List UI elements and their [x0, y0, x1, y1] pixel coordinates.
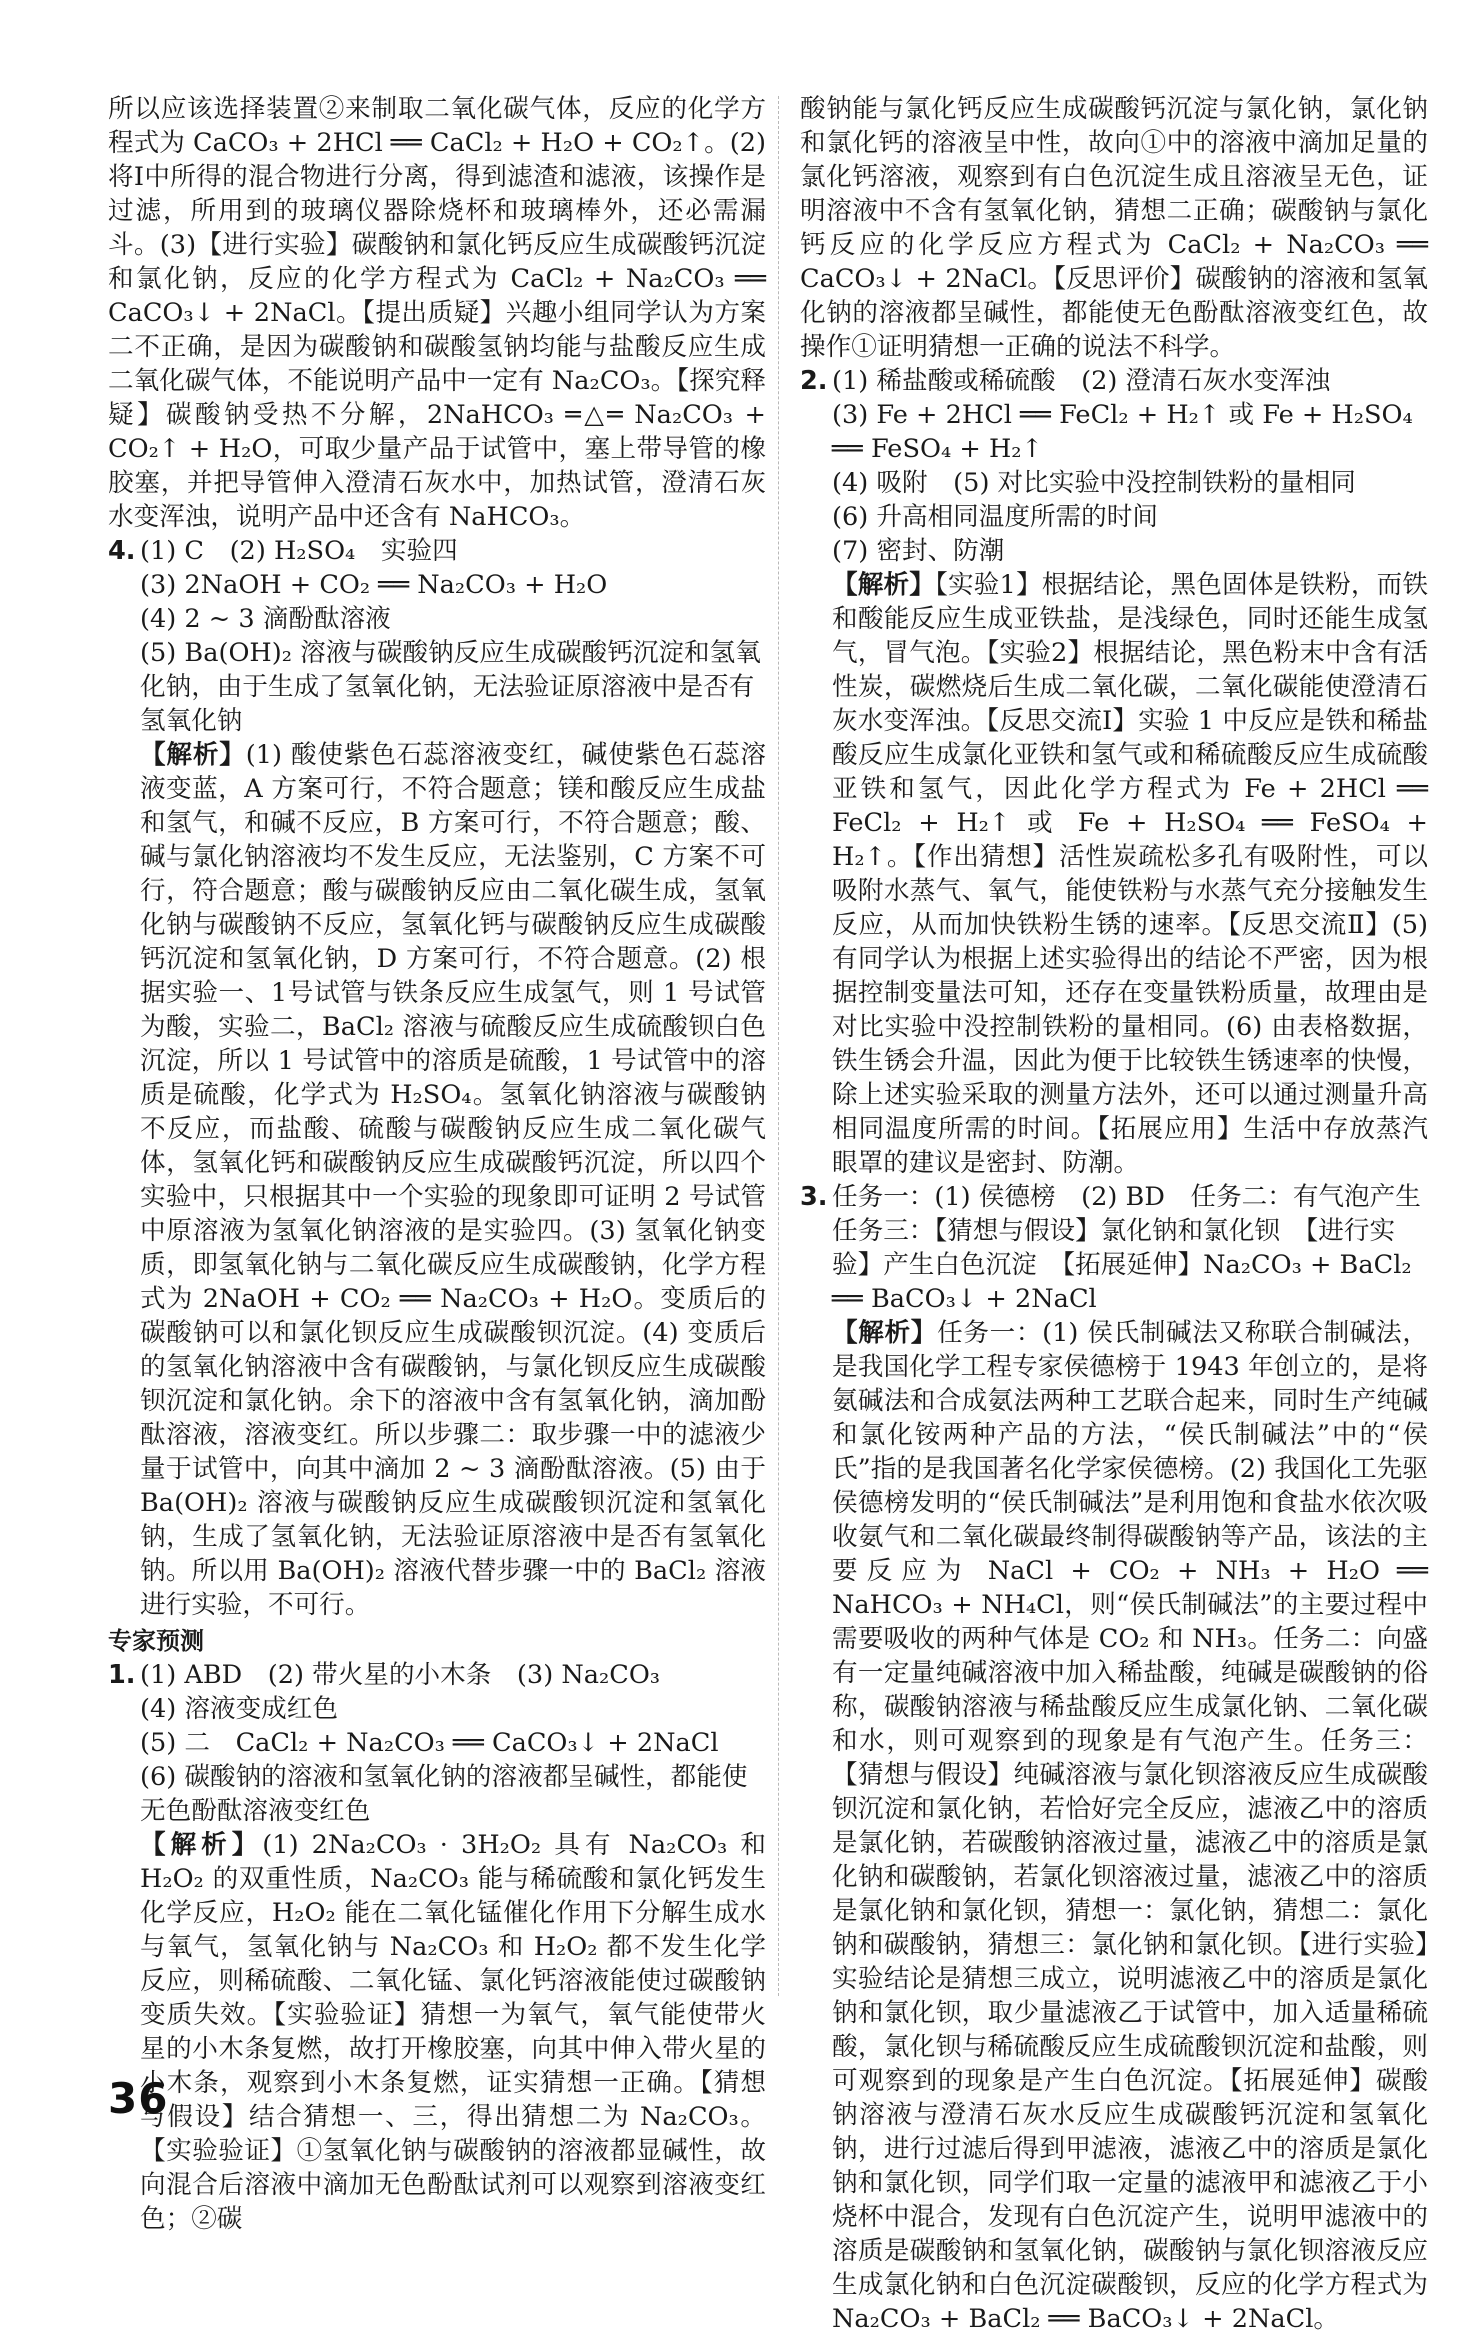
answer-line: (6) 碳酸钠的溶液和氢氧化钠的溶液都呈碱性，都能使无色酚酞溶液变红色 — [140, 1762, 748, 1826]
question-number: 3. — [800, 1182, 828, 1212]
analysis-paragraph — [800, 568, 1428, 1180]
analysis-paragraph — [800, 1316, 1428, 2336]
question-2-answer — [800, 364, 1428, 1180]
left-intro-paragraph: 所以应该选择装置②来制取二氧化碳气体，反应的化学方程式为 CaCO₃ + 2HCl ══ CaCl₂ + H₂O + CO₂↑。(2) 将Ⅰ中所得的混合物进行分离，得到滤渣和滤液，该操作是过滤，所用到的玻璃仪器除烧杯和玻璃棒外，还必需漏斗。(3)【进行实验】碳酸钠和氯化钙反应生成碳酸钙沉淀和氯化钠，反应的化学方程式为 CaCl₂ + Na₂CO₃ ══ CaCO₃↓ + 2NaCl。【提出质疑】兴趣小组同学认为方案二不正确，是因为碳酸钠和碳酸氢钠均能与盐酸反应生成二氧化碳气体，不能说明产品中一定有 Na₂CO₃。【探究释疑】碳酸钠受热不分解，2NaHCO₃ ═△═ Na₂CO₃ + CO₂↑ + H₂O，可取少量产品于试管中，塞上带导管的橡胶塞，并把导管伸入澄清石灰水中，加热试管，澄清石灰水变浑浊，说明产品中还含有 NaHCO₃。 — [108, 94, 766, 532]
answer-line: (7) 密封、防潮 — [832, 536, 1005, 566]
analysis-text: 任务一：(1) 侯氏制碱法又称联合制碱法，是我国化学工程专家侯德榜于 1943 年创立的，是将氨碱法和合成氨法两种工艺联合起来，同时生产纯碱和氯化铵两种产品的方法，“侯氏制碱法”中的“侯氏”指的是我国著名化学家侯德榜。(2) 我国化工先驱侯德榜发明的“侯氏制碱法”是利用饱和食盐水依次吸收氨气和二氧化碳最终制得碳酸钠等产品，该法的主要反应为 NaCl + CO₂ + NH₃ + H₂O ══ NaHCO₃ + NH₄Cl，则“侯氏制碱法”的主要过程中需要吸收的两种气体是 CO₂ 和 NH₃。任务二：向盛有一定量纯碱溶液中加入稀盐酸，纯碱是碳酸钠的俗称，碳酸钠溶液与稀盐酸反应生成氯化钠、二氧化碳和水，则可观察到的现象是有气泡产生。任务三：【猜想与假设】纯碱溶液与氯化钡溶液反应生成碳酸钡沉淀和氯化钠，若恰好完全反应，滤液乙中的溶质是氯化钠，若碳酸钠溶液过量，滤液乙中的溶质是氯化钠和碳酸钠，若氯化钡溶液过量，滤液乙中的溶质是氯化钠和氯化钡，猜想一：氯化钠，猜想二：氯化钠和碳酸钠，猜想三：氯化钠和氯化钡。【进行实验】实验结论是猜想三成立，说明滤液乙中的溶质是氯化钠和氯化钡，取少量滤液乙于试管中，加入适量稀硫酸，氯化钡与稀硫酸反应生成硫酸钡沉淀和盐酸，则可观察到的现象是产生白色沉淀。【拓展延伸】碳酸钠溶液与澄清石灰水反应生成碳酸钙沉淀和氢氧化钠，进行过滤后得到甲滤液，滤液乙中的溶质是氯化钠和氯化钡，同学们取一定量的滤液甲和滤液乙于小烧杯中混合，发现有白色沉淀产生，说明甲滤液中的溶质是碳酸钠和氢氧化钠，碳酸钠与氯化钡溶液反应生成氯化钠和白色沉淀碳酸钡，反应的化学方程式为 Na₂CO₃ + BaCl₂ ══ BaCO₃↓ + 2NaCl。 — [832, 1318, 1428, 2334]
page-number: 36 — [108, 2074, 169, 2123]
analysis-tag: 【解析】 — [140, 740, 246, 770]
column-divider — [778, 96, 779, 1996]
answer-line: (4) 2 ~ 3 滴酚酞溶液 — [140, 604, 391, 634]
analysis-tag: 【解析】 — [832, 570, 936, 600]
answer-line: (4) 溶液变成红色 — [140, 1694, 338, 1724]
section-title: 专家预测 — [108, 1627, 204, 1655]
left-column — [108, 92, 766, 2236]
analysis-tag: 【解析】 — [832, 1318, 938, 1348]
question-3-answer — [800, 1180, 1447, 2336]
answer-line: (4) 吸附 (5) 对比实验中没控制铁粉的量相同 — [832, 468, 1356, 498]
question-4-answer — [108, 534, 766, 1622]
question-number: 1. — [108, 1660, 136, 1690]
right-column — [800, 92, 1447, 2336]
answer-line: (1) 稀盐酸或稀硫酸 (2) 澄清石灰水变浑浊 — [832, 366, 1331, 396]
answer-line: (6) 升高相同温度所需的时间 — [832, 502, 1158, 532]
answer-line: (1) C (2) H₂SO₄ 实验四 — [140, 536, 458, 566]
question-number: 4. — [108, 536, 136, 566]
analysis-paragraph — [108, 738, 766, 1622]
analysis-text: (1) 2Na₂CO₃ · 3H₂O₂ 具有 Na₂CO₃ 和 H₂O₂ 的双重性质，Na₂CO₃ 能与稀硫酸和氯化钙发生化学反应，H₂O₂ 能在二氧化锰催化作用下分解生成水与氧气，氢氧化钠与 Na₂CO₃ 和 H₂O₂ 都不发生化学反应，则稀硫酸、二氧化锰、氯化钙溶液能使过碳酸钠变质失效。【实验验证】猜想一为氧气，氧气能使带火星的小木条复燃，故打开橡胶塞，向其中伸入带火星的小木条，观察到小木条复燃，证实猜想一正确。【猜想与假设】结合猜想一、三，得出猜想二为 Na₂CO₃。【实验验证】①氢氧化钠与碳酸钠的溶液都显碱性，故向混合后溶液中滴加无色酚酞试剂可以观察到溶液变红色；②碳 — [140, 1830, 766, 2234]
prediction-1-answer — [108, 1658, 766, 2236]
analysis-paragraph — [108, 1828, 766, 2236]
answer-line: (5) 二 CaCl₂ + Na₂CO₃ ══ CaCO₃↓ + 2NaCl — [140, 1728, 719, 1758]
answer-line: (3) Fe + 2HCl ══ FeCl₂ + H₂↑ 或 Fe + H₂SO₄ ══ FeSO₄ + H₂↑ — [832, 400, 1413, 464]
answer-line: (1) ABD (2) 带火星的小木条 (3) Na₂CO₃ — [140, 1660, 661, 1690]
answer-line: (5) Ba(OH)₂ 溶液与碳酸钠反应生成碳酸钙沉淀和氢氧化钠，由于生成了氢氧化钠，无法验证原溶液中是否有氢氧化钠 — [140, 638, 761, 736]
question-number: 2. — [800, 366, 828, 396]
analysis-tag: 【解析】 — [140, 1830, 263, 1860]
analysis-text: (1) 酸使紫色石蕊溶液变红，碱使紫色石蕊溶液变蓝，A 方案可行，不符合题意；镁和酸反应生成盐和氢气，和碱不反应，B 方案可行，不符合题意；酸、碱与氯化钠溶液均不发生反应，无法鉴别，C 方案不可行，符合题意；酸与碳酸钠反应由二氧化碳生成，氢氧化钠与碳酸钠不反应，氢氧化钙与碳酸钠反应生成碳酸钙沉淀和氢氧化钠，D 方案可行，不符合题意。(2) 根据实验一、1号试管与铁条反应生成氢气，则 1 号试管为酸，实验二，BaCl₂ 溶液与硫酸反应生成硫酸钡白色沉淀，所以 1 号试管中的溶质是硫酸，1 号试管中的溶质是硫酸，化学式为 H₂SO₄。氢氧化钠溶液与碳酸钠不反应，而盐酸、硫酸与碳酸钠反应生成二氧化碳气体，氢氧化钙和碳酸钠反应生成碳酸钙沉淀，所以四个实验中，只根据其中一个实验的现象即可证明 2 号试管中原溶液为氢氧化钠溶液的是实验四。(3) 氢氧化钠变质，即氢氧化钠与二氧化碳反应生成碳酸钠，化学方程式为 2NaOH + CO₂ ══ Na₂CO₃ + H₂O。变质后的碳酸钠可以和氯化钡反应生成碳酸钡沉淀。(4) 变质后的氢氧化钠溶液中含有碳酸钠，与氯化钡反应生成碳酸钡沉淀和氯化钠。余下的溶液中含有氢氧化钠，滴加酚酞溶液，溶液变红。所以步骤二：取步骤一中的滤液少量于试管中，向其中滴加 2 ~ 3 滴酚酞溶液。(5) 由于 Ba(OH)₂ 溶液与碳酸钠反应生成碳酸钡沉淀和氢氧化钠，生成了氢氧化钠，无法验证原溶液中是否有氢氧化钠。所以用 Ba(OH)₂ 溶液代替步骤一中的 BaCl₂ 溶液进行实验，不可行。 — [140, 740, 766, 1620]
answer-line: 任务一：(1) 侯德榜 (2) BD 任务二：有气泡产生 任务三：【猜想与假设】氯化钠和氯化钡 【进行实验】产生白色沉淀 【拓展延伸】Na₂CO₃ + BaCl₂ ══ BaCO₃↓ + 2NaCl — [832, 1182, 1447, 1314]
analysis-text: 【实验1】根据结论，黑色固体是铁粉，而铁和酸能反应生成亚铁盐，是浅绿色，同时还能生成氢气，冒气泡。【实验2】根据结论，黑色粉末中含有活性炭，碳燃烧后生成二氧化碳，二氧化碳能使澄清石灰水变浑浊。【反思交流Ⅰ】实验 1 中反应是铁和稀盐酸反应生成氯化亚铁和氢气或和稀硫酸反应生成硫酸亚铁和氢气，因此化学方程式为 Fe + 2HCl ══ FeCl₂ + H₂↑ 或 Fe + H₂SO₄ ══ FeSO₄ + H₂↑。【作出猜想】活性炭疏松多孔有吸附性，可以吸附水蒸气、氧气，能使铁粉与水蒸气充分接触发生反应，从而加快铁粉生锈的速率。【反思交流Ⅱ】(5) 有同学认为根据上述实验得出的结论不严密，因为根据控制变量法可知，还存在变量铁粉质量，故理由是对比实验中没控制铁粉的量相同。(6) 由表格数据，铁生锈会升温，因此为便于比较铁生锈速率的快慢，除上述实验采取的测量方法外，还可以通过测量升高相同温度所需的时间。【拓展应用】生活中存放蒸汽眼罩的建议是密封、防潮。 — [832, 570, 1428, 1178]
answer-line: (3) 2NaOH + CO₂ ══ Na₂CO₃ + H₂O — [140, 570, 608, 600]
right-intro-paragraph: 酸钠能与氯化钙反应生成碳酸钙沉淀与氯化钠，氯化钠和氯化钙的溶液呈中性，故向①中的溶液中滴加足量的氯化钙溶液，观察到有白色沉淀生成且溶液呈无色，证明溶液中不含有氢氧化钠，猜想二正确；碳酸钠与氯化钙反应的化学反应方程式为 CaCl₂ + Na₂CO₃ ══ CaCO₃↓ + 2NaCl。【反思评价】碳酸钠的溶液和氢氧化钠的溶液都呈碱性，都能使无色酚酞溶液变红色，故操作①证明猜想一正确的说法不科学。 — [800, 94, 1428, 362]
